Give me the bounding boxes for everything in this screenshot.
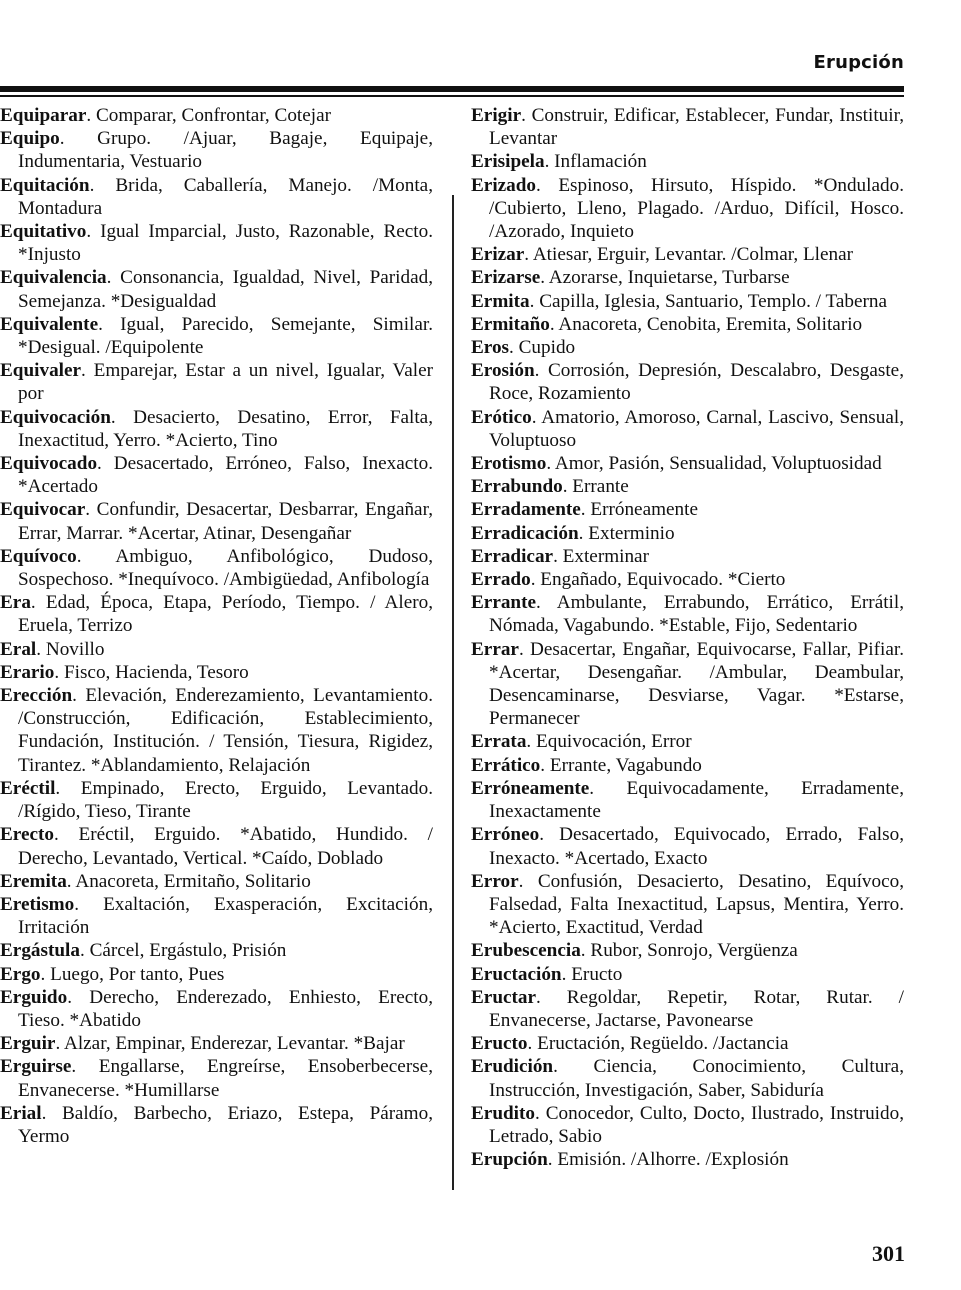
entry-synonyms: . Baldío, Barbecho, Eriazo, Estepa, Páramo, Yermo (18, 1102, 433, 1147)
dictionary-entry (0, 406, 433, 452)
dictionary-entry (0, 986, 433, 1032)
entry-synonyms: . Errante (562, 476, 629, 498)
dictionary-entry (471, 777, 904, 823)
dictionary-entry (471, 336, 904, 359)
entry-headword: Equivocado (0, 453, 98, 475)
entry-headword: Equivocación (0, 406, 111, 428)
entry-synonyms: . Cárcel, Ergástulo, Prisión (79, 940, 287, 962)
dictionary-entry (0, 452, 433, 498)
entry-headword: Erosión (471, 360, 535, 382)
entry-headword: Equivaler (0, 360, 82, 382)
dictionary-entry (471, 545, 904, 568)
dictionary-entry (471, 591, 904, 637)
entry-synonyms: . Emparejar, Estar a un nivel, Igualar, Valer por (18, 360, 433, 405)
entry-headword: Erudición (471, 1056, 554, 1078)
entry-headword: Eructo (471, 1033, 528, 1055)
entry-headword: Errar (471, 638, 519, 660)
entry-headword: Ergo (0, 963, 41, 985)
entry-synonyms: . Atiesar, Erguir, Levantar. /Colmar, Llenar (524, 244, 854, 266)
entry-headword: Equitación (0, 174, 90, 196)
entry-synonyms: . Erróneamente (580, 499, 698, 521)
dictionary-entry (471, 475, 904, 498)
dictionary-entry (471, 963, 904, 986)
dictionary-entry (471, 754, 904, 777)
entry-headword: Erótico (471, 406, 532, 428)
page-number: 301 (872, 1241, 905, 1266)
entry-headword: Erizado (471, 174, 537, 196)
entry-synonyms: . Grupo. /Ajuar, Bagaje, Equipaje, Indumentaria, Vestuario (18, 128, 433, 173)
entry-headword: Erizarse (471, 267, 541, 289)
entry-headword: Erradamente (471, 499, 581, 521)
entry-synonyms: . Edad, Época, Etapa, Período, Tiempo. / Alero, Eruela, Terrizo (18, 592, 433, 637)
dictionary-entry (471, 104, 904, 150)
entry-headword: Erróneamente (471, 777, 590, 799)
entry-synonyms: . Exterminio (578, 522, 675, 544)
entry-synonyms: . Desacertado, Equivocado, Errado, Falso, Inexacto. *Acertado, Exacto (489, 824, 904, 869)
entry-synonyms: . Espinoso, Hirsuto, Híspido. *Ondulado. /Cubierto, Lleno, Plagado. /Arduo, Difícil, Hosco. /Azorado, Inquieto (489, 174, 904, 243)
entry-synonyms: . Azorarse, Inquietarse, Turbarse (540, 267, 790, 289)
dictionary-entry (0, 127, 433, 173)
dictionary-entry (471, 452, 904, 475)
entry-synonyms: . Rubor, Sonrojo, Vergüenza (580, 940, 798, 962)
entry-synonyms: . Exterminar (553, 545, 649, 567)
entry-synonyms: . Desacertado, Erróneo, Falso, Inexacto. *Acertado (18, 453, 433, 498)
dictionary-entry (0, 359, 433, 405)
entry-headword: Equiparar (0, 105, 87, 126)
entry-synonyms: . Eructación, Regüeldo. /Jactancia (527, 1033, 789, 1055)
entry-synonyms: . Comparar, Confrontar, Cotejar (86, 105, 332, 126)
dictionary-entry (471, 406, 904, 452)
entry-headword: Erario (0, 661, 55, 683)
entry-synonyms: . Corrosión, Depresión, Descalabro, Desgaste, Roce, Rozamiento (489, 360, 904, 405)
entry-synonyms: . Regoldar, Repetir, Rotar, Rutar. / Envanecerse, Jactarse, Pavonearse (489, 986, 904, 1031)
entry-synonyms: . Novillo (36, 638, 105, 660)
entry-synonyms: . Capilla, Iglesia, Santuario, Templo. / Taberna (529, 290, 887, 312)
entry-headword: Erguido (0, 986, 68, 1008)
dictionary-entry (471, 1055, 904, 1101)
dictionary-entry (471, 290, 904, 313)
entry-headword: Equitativo (0, 221, 87, 243)
entry-headword: Erguir (0, 1033, 56, 1055)
entry-headword: Equipo (0, 128, 60, 150)
dictionary-entry (0, 104, 433, 127)
dictionary-entry (0, 498, 433, 544)
dictionary-entry (471, 1102, 904, 1148)
dictionary-entry (0, 939, 433, 962)
entry-headword: Erudito (471, 1102, 535, 1124)
entry-headword: Era (0, 592, 31, 614)
entry-synonyms: . Derecho, Enderezado, Enhiesto, Erecto, Tieso. *Abatido (18, 986, 433, 1031)
entry-synonyms: . Desacertar, Engañar, Equivocarse, Fallar, Pifiar. *Acertar, Desengañar. /Ambular, Deambular, Desencaminarse, Desviarse, Vagar. *Estarse, Permanecer (489, 638, 904, 730)
entry-synonyms: . Construir, Edificar, Establecer, Fundar, Instituir, Levantar (489, 105, 904, 150)
entry-synonyms: . Alzar, Empinar, Enderezar, Levantar. *Bajar (55, 1033, 405, 1055)
entry-headword: Errabundo (471, 476, 563, 498)
dictionary-entry (471, 150, 904, 173)
entry-synonyms: . Engallarse, Engreírse, Ensoberbecerse, Envanecerse. *Humillarse (18, 1056, 433, 1101)
entry-synonyms: . Confundir, Desacertar, Desbarrar, Engañar, Errar, Marrar. *Acertar, Atinar, Desengañar (18, 499, 433, 544)
dictionary-entry (471, 986, 904, 1032)
entry-synonyms: . Ciencia, Conocimiento, Cultura, Instrucción, Investigación, Saber, Sabiduría (489, 1056, 904, 1101)
entry-headword: Erotismo (471, 453, 547, 475)
entry-synonyms: . Amor, Pasión, Sensualidad, Voluptuosidad (546, 453, 882, 475)
entry-headword: Ergástula (0, 940, 80, 962)
entry-synonyms: . Amatorio, Amoroso, Carnal, Lascivo, Sensual, Voluptuoso (489, 406, 904, 451)
dictionary-entry (0, 545, 433, 591)
entry-headword: Errado (471, 569, 531, 591)
dictionary-entry (0, 870, 433, 893)
entry-synonyms: . Emisión. /Alhorre. /Explosión (547, 1149, 789, 1171)
running-head: Erupción (813, 52, 904, 73)
dictionary-entry (0, 1032, 433, 1055)
entry-synonyms: . Brida, Caballería, Manejo. /Monta, Montadura (18, 174, 433, 219)
entry-synonyms: . Eréctil, Erguido. *Abatido, Hundido. / Derecho, Levantado, Vertical. *Caído, Doblado (18, 824, 433, 869)
entry-synonyms: . Anacoreta, Ermitaño, Solitario (66, 870, 311, 892)
entry-headword: Erizar (471, 244, 525, 266)
dictionary-entry (471, 313, 904, 336)
entry-headword: Equívoco (0, 545, 77, 567)
entry-synonyms: . Equivocadamente, Erradamente, Inexactamente (489, 777, 904, 823)
entry-headword: Eremita (0, 870, 67, 892)
entry-synonyms: . Exaltación, Exasperación, Excitación, Irritación (18, 893, 433, 939)
entry-synonyms: . Errante, Vagabundo (540, 754, 702, 776)
entry-headword: Equivalente (0, 313, 99, 335)
entry-synonyms: . Igual, Parecido, Semejante, Similar. *Desigual. /Equipolente (18, 313, 433, 359)
entry-headword: Erradicar (471, 545, 554, 567)
entry-synonyms: . Equivocación, Error (526, 731, 692, 753)
entry-headword: Eructar (471, 986, 537, 1008)
entry-synonyms: . Empinado, Erecto, Erguido, Levantado. /Rígido, Tieso, Tirante (18, 777, 433, 823)
dictionary-entry (471, 1032, 904, 1055)
dictionary-entry (0, 638, 433, 661)
entry-headword: Ermita (471, 290, 530, 312)
header-rule-thick (0, 86, 904, 92)
entry-headword: Eros (471, 337, 510, 359)
dictionary-entry (0, 661, 433, 684)
dictionary-entry (471, 870, 904, 940)
entry-headword: Erróneo (471, 824, 540, 846)
entry-headword: Erguirse (0, 1056, 72, 1078)
dictionary-entry (471, 730, 904, 753)
entry-headword: Erubescencia (471, 940, 581, 962)
entry-headword: Eretismo (0, 893, 75, 915)
entry-synonyms: . Ambulante, Errabundo, Errático, Errátil, Nómada, Vagabundo. *Estable, Fijo, Sedentario (489, 592, 904, 637)
dictionary-entry (471, 243, 904, 266)
dictionary-entry (471, 266, 904, 289)
entry-synonyms: . Conocedor, Culto, Docto, Ilustrado, Instruido, Letrado, Sabio (489, 1102, 904, 1147)
dictionary-entry (0, 777, 433, 823)
entry-headword: Erecto (0, 824, 54, 846)
entry-headword: Eral (0, 638, 37, 660)
entry-synonyms: . Igual Imparcial, Justo, Razonable, Recto. *Injusto (18, 221, 433, 266)
column-divider (452, 195, 454, 1190)
left-column (0, 104, 433, 1148)
dictionary-entry (0, 684, 433, 777)
entry-headword: Erial (0, 1102, 42, 1124)
entry-headword: Erupción (471, 1149, 548, 1171)
entry-headword: Errata (471, 731, 527, 753)
dictionary-entry (0, 893, 433, 939)
entry-synonyms: . Confusión, Desacierto, Desatino, Equívoco, Falsedad, Falta Inexactitud, Lapsus, Mentira, Yerro. *Acierto, Exactitud, Verdad (489, 870, 904, 939)
dictionary-entry (471, 522, 904, 545)
dictionary-entry (471, 359, 904, 405)
dictionary-entry (471, 638, 904, 731)
dictionary-entry (471, 568, 904, 591)
entry-synonyms: . Engañado, Equivocado. *Cierto (530, 569, 786, 591)
entry-headword: Error (471, 870, 519, 892)
entry-synonyms: . Consonancia, Igualdad, Nivel, Paridad, Semejanza. *Desigualdad (18, 267, 433, 312)
entry-headword: Eréctil (0, 777, 56, 799)
entry-headword: Eructación (471, 963, 562, 985)
entry-headword: Erradicación (471, 522, 579, 544)
dictionary-entry (0, 963, 433, 986)
entry-headword: Equivocar (0, 499, 86, 521)
entry-synonyms: . Desacierto, Desatino, Error, Falta, Inexactitud, Yerro. *Acierto, Tino (18, 406, 433, 451)
entry-synonyms: . Luego, Por tanto, Pues (40, 963, 225, 985)
dictionary-entry (471, 174, 904, 244)
entry-headword: Errante (471, 592, 537, 614)
entry-headword: Erigir (471, 105, 522, 126)
dictionary-entry (471, 823, 904, 869)
dictionary-entry (471, 1148, 904, 1171)
dictionary-entry (0, 823, 433, 869)
header-rule-thin (0, 95, 904, 97)
dictionary-entry (0, 220, 433, 266)
dictionary-entry (0, 1102, 433, 1148)
right-column (471, 104, 904, 1171)
dictionary-entry (0, 174, 433, 220)
entry-headword: Errático (471, 754, 541, 776)
dictionary-entry (0, 313, 433, 359)
entry-headword: Erección (0, 685, 73, 707)
dictionary-entry (0, 1055, 433, 1101)
dictionary-entry (0, 266, 433, 312)
entry-headword: Erisipela (471, 151, 545, 173)
entry-synonyms: . Inflamación (544, 151, 647, 173)
entry-synonyms: . Elevación, Enderezamiento, Levantamiento. /Construcción, Edificación, Establecimiento, Fundación, Institución. / Tensión, Tiesura, Rigidez, Tirantez. *Ablandamiento, Relajación (18, 685, 433, 776)
dictionary-entry (0, 591, 433, 637)
entry-synonyms: . Fisco, Hacienda, Tesoro (54, 661, 249, 683)
entry-headword: Ermitaño (471, 313, 550, 335)
entry-headword: Equivalencia (0, 267, 107, 289)
entry-synonyms: . Ambiguo, Anfibológico, Dudoso, Sospechoso. *Inequívoco. /Ambigüedad, Anfibología (18, 545, 433, 591)
entry-synonyms: . Eructo (561, 963, 623, 985)
dictionary-entry (471, 498, 904, 521)
entry-synonyms: . Anacoreta, Cenobita, Eremita, Solitario (549, 313, 863, 335)
dictionary-entry (471, 939, 904, 962)
entry-synonyms: . Cupido (509, 337, 576, 359)
